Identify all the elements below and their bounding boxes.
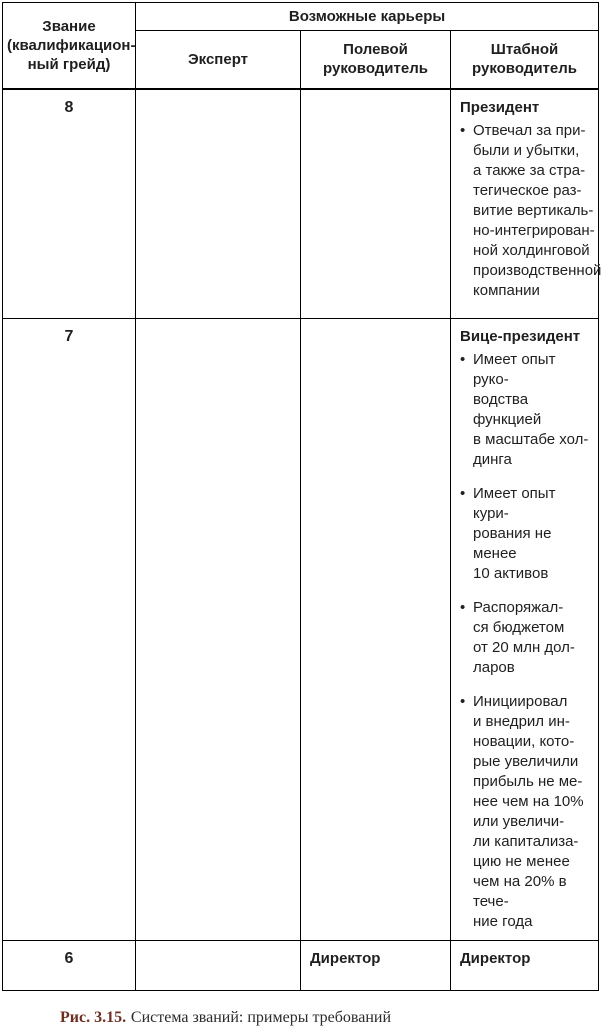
expert-cell-grade-6 — [136, 941, 301, 991]
column-header-expert: Эксперт — [136, 31, 301, 89]
bullet-marker: • — [460, 599, 466, 616]
requirement-item — [460, 121, 601, 301]
header-row-careers — [3, 3, 599, 31]
bullet-marker: • — [460, 485, 466, 502]
position-title-director-staff: Директор — [460, 950, 531, 967]
requirement-item — [460, 598, 592, 678]
field-cell-grade-7 — [301, 319, 451, 941]
requirement-text: Имеет опыт кури- рования не менее 10 активов — [473, 485, 556, 582]
position-title-vice-president: Вице-президент — [460, 328, 581, 345]
ranks-table — [2, 2, 599, 991]
position-title-director-field: Директор — [310, 950, 381, 967]
careers-header: Возможные карьеры — [136, 3, 599, 31]
staff-cell-grade-8 — [451, 89, 599, 319]
requirement-text: Распоряжал- ся бюджетом от 20 млн дол- ларов — [473, 599, 575, 676]
figure-caption-label: Рис. 3.15. — [60, 1009, 127, 1026]
position-title-president: Президент — [460, 98, 540, 116]
column-header-field-manager: Полевой руководитель — [301, 31, 451, 89]
table-row-grade-7 — [3, 319, 599, 941]
grade-cell-6: 6 — [3, 941, 136, 991]
requirement-item — [460, 692, 592, 932]
figure-caption — [60, 1009, 598, 1027]
expert-cell-grade-8 — [136, 89, 301, 319]
table-row-grade-6 — [3, 941, 599, 991]
field-cell-grade-8 — [301, 89, 451, 319]
column-header-staff-manager: Штабной руководитель — [451, 31, 599, 89]
requirement-text: Инициировал и внедрил ин- новации, кото- рые увеличили прибыль не ме- нее чем на 10% или увеличи- ли капитализа- цию не менее чем на 20% в тече- ние года — [473, 693, 584, 930]
bullet-marker: • — [460, 351, 466, 368]
requirement-text: Отвечал за при- были и убытки, а также за стра- тегическое раз- витие вертикаль- но-интегрирован- ной холдинговой производственной компании — [473, 121, 601, 299]
requirement-text: Имеет опыт руко- водства функцией в масштабе хол- динга — [473, 351, 589, 468]
figure-caption-text: Система званий: примеры требований — [130, 1009, 391, 1026]
requirement-item — [460, 484, 592, 584]
expert-cell-grade-7 — [136, 319, 301, 941]
requirement-item — [460, 350, 592, 470]
staff-cell-grade-7 — [451, 319, 599, 941]
bullet-marker: • — [460, 693, 466, 710]
corner-header-grade: Звание (квалификацион- ный грейд) — [3, 3, 136, 89]
grade-cell-8: 8 — [3, 89, 136, 319]
table-row-grade-8 — [3, 89, 599, 319]
staff-cell-grade-6 — [451, 941, 599, 991]
grade-cell-7: 7 — [3, 319, 136, 941]
bullet-marker: • — [460, 121, 466, 139]
field-cell-grade-6 — [301, 941, 451, 991]
